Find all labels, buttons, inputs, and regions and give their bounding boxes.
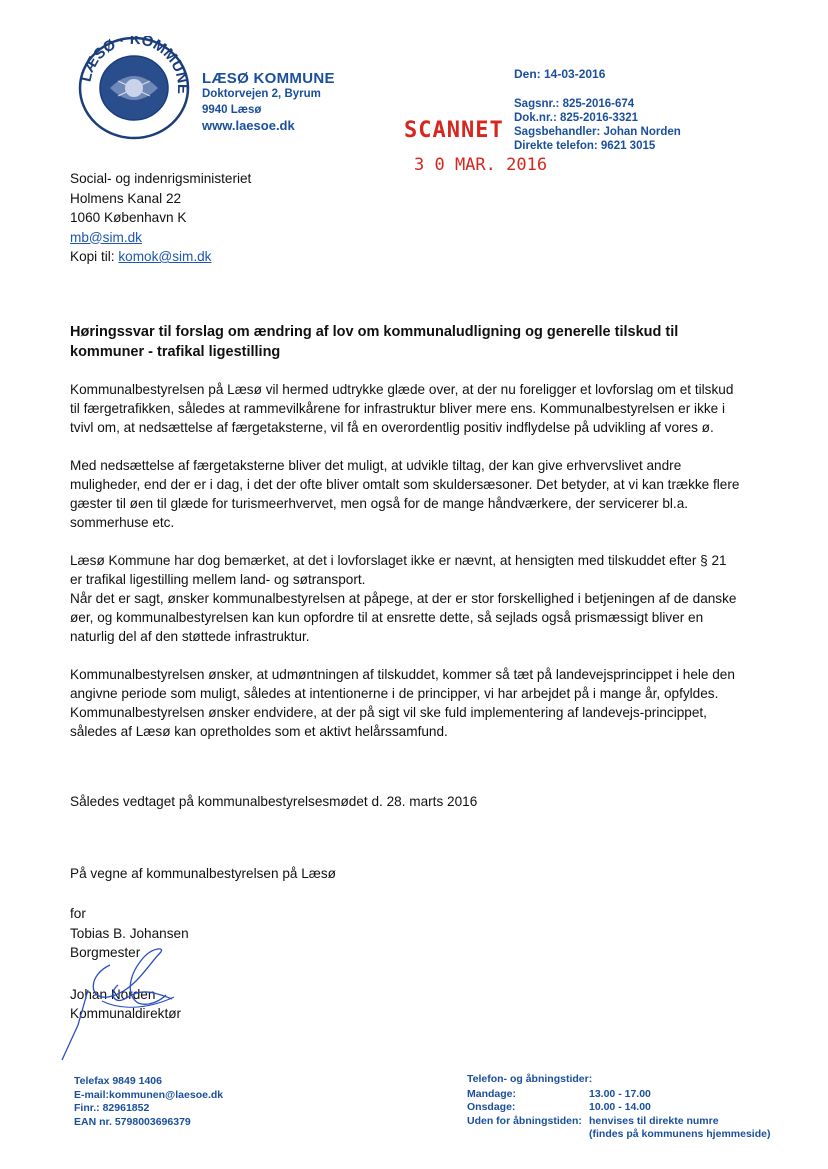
recipient-line2: Holmens Kanal 22 — [70, 190, 182, 206]
footer-hours — [467, 1073, 770, 1142]
hours-row — [467, 1088, 770, 1102]
org-address-line2: 9940 Læsø — [202, 104, 262, 116]
org-website[interactable]: www.laesoe.dk — [202, 118, 295, 133]
on-behalf-line: På vegne af kommunalbestyrelsen på Læsø — [70, 866, 336, 881]
signature-for: for — [70, 906, 86, 921]
adoption-line: Således vedtaget på kommunalbestyrelsesmødet d. 28. marts 2016 — [70, 794, 478, 809]
signatory-1-title: Borgmester — [70, 945, 141, 960]
recipient-line1: Social- og indenrigsministeriet — [70, 171, 252, 186]
svg-text:LÆSØ · KOMMUNE: LÆSØ · KOMMUNE — [78, 36, 190, 95]
hours-row — [467, 1101, 770, 1115]
footer-ean: EAN nr. 5798003696379 — [74, 1115, 191, 1128]
hours-day: Uden for åbningstiden: — [467, 1114, 582, 1127]
hours-note: (findes på kommunens hjemmeside) — [589, 1128, 771, 1140]
stamp-date: 3 0 MAR. 2016 — [414, 155, 548, 175]
copy-label: Kopi til: — [70, 249, 115, 264]
letter-body — [70, 380, 740, 760]
letter-subject: Høringssvar til forslag om ændring af lov om kommunaludligning og generelle tilskud til kommuner - trafikal ligestilling — [70, 324, 679, 360]
recipient-line3: 1060 København K — [70, 210, 187, 225]
hours-time: 13.00 - 17.00 — [589, 1087, 651, 1100]
hours-time: henvises til direkte numre — [589, 1114, 719, 1127]
org-address-line1: Doktorvejen 2, Byrum — [202, 88, 321, 100]
hours-day: Onsdage: — [467, 1101, 516, 1113]
signatory-2-title: Kommunaldirektør — [70, 1006, 182, 1021]
copy-email-link[interactable]: komok@sim.dk — [118, 249, 212, 264]
recipient-email-link[interactable]: mb@sim.dk — [70, 229, 142, 245]
org-name: LÆSØ KOMMUNE — [202, 70, 335, 87]
signatory-2-name: Johan Norden — [70, 986, 156, 1002]
recipient-address — [70, 169, 251, 267]
hours-row — [467, 1115, 770, 1129]
body-paragraph-2: Med nedsættelse af færgetaksterne bliver det muligt, at udvikle tiltag, der kan give erhvervslivet andre muligheder, end der er i dag, i det der ofte bliver omtalt som skuldersæsoner. Det betyder, at vi kan trække flere gæster til øen til glæde for turismeerhvervet, men også for de mange håndværkere, der servicerer bl.a. sommerhuse etc. — [70, 458, 740, 530]
handwritten-signature — [48, 945, 188, 1065]
municipality-logo — [78, 36, 190, 140]
direct-phone: Direkte telefon: 9621 3015 — [514, 140, 656, 152]
footer-telefax: Telefax 9849 1406 — [74, 1075, 162, 1087]
body-paragraph-3: Læsø Kommune har dog bemærket, at det i lovforslaget ikke er nævnt, at hensigten med tilskuddet efter § 21 er trafikal ligestilling mellem land- og søtransport. — [70, 553, 727, 587]
signatory-1-name: Tobias B. Johansen — [70, 925, 189, 941]
hours-title: Telefon- og åbningstider: — [467, 1073, 593, 1085]
scanned-stamp: SCANNET — [404, 118, 504, 143]
hours-day: Mandage: — [467, 1087, 517, 1100]
footer-email[interactable]: E-mail:kommunen@laesoe.dk — [74, 1088, 224, 1101]
hours-time: 10.00 - 14.00 — [589, 1101, 651, 1113]
letter-date: Den: 14-03-2016 — [514, 67, 606, 81]
body-paragraph-5: Kommunalbestyrelsen ønsker, at udmøntningen af tilskuddet, kommer så tæt på landevejsprincippet i hele den angivne periode som muligt, således at intentionerne i de principper, vi har arbejdet på i mange år, opfyldes. Kommunalbestyrelsen ønsker endvidere, at der på sigt vil ske fuld implementering af landevejs-princippet, således af Læsø kan opretholdes som et aktivt helårssamfund. — [70, 667, 735, 739]
case-handler: Sagsbehandler: Johan Norden — [514, 126, 681, 138]
body-paragraph-4: Når det er sagt, ønsker kommunalbestyrelsen at påpege, at der er stor forskellighed i betjeningen af de danske øer, og kommunalbestyrelsen kan kun opfordre til at ensrette dette, så sejlads også prismæssigt bliver en naturlig del af den støttede infrastruktur. — [70, 591, 737, 644]
body-paragraph-1: Kommunalbestyrelsen på Læsø vil hermed udtrykke glæde over, at der nu foreligger et lovforslag om et tilskud til færgetrafikken, således at rammevilkårene for infrastruktur bliver mere ens. Kommunalbestyrelsen er ikke i tvivl om, at nedsættelse af færgetaksterne, vil få en overordentlig positiv indflydelse på udvikling af vores ø. — [70, 382, 734, 435]
footer-finr: Finr.: 82961852 — [74, 1102, 150, 1114]
case-number: Sagsnr.: 825-2016-674 — [514, 98, 635, 110]
document-number: Dok.nr.: 825-2016-3321 — [514, 112, 639, 124]
footer-contact — [74, 1075, 223, 1129]
